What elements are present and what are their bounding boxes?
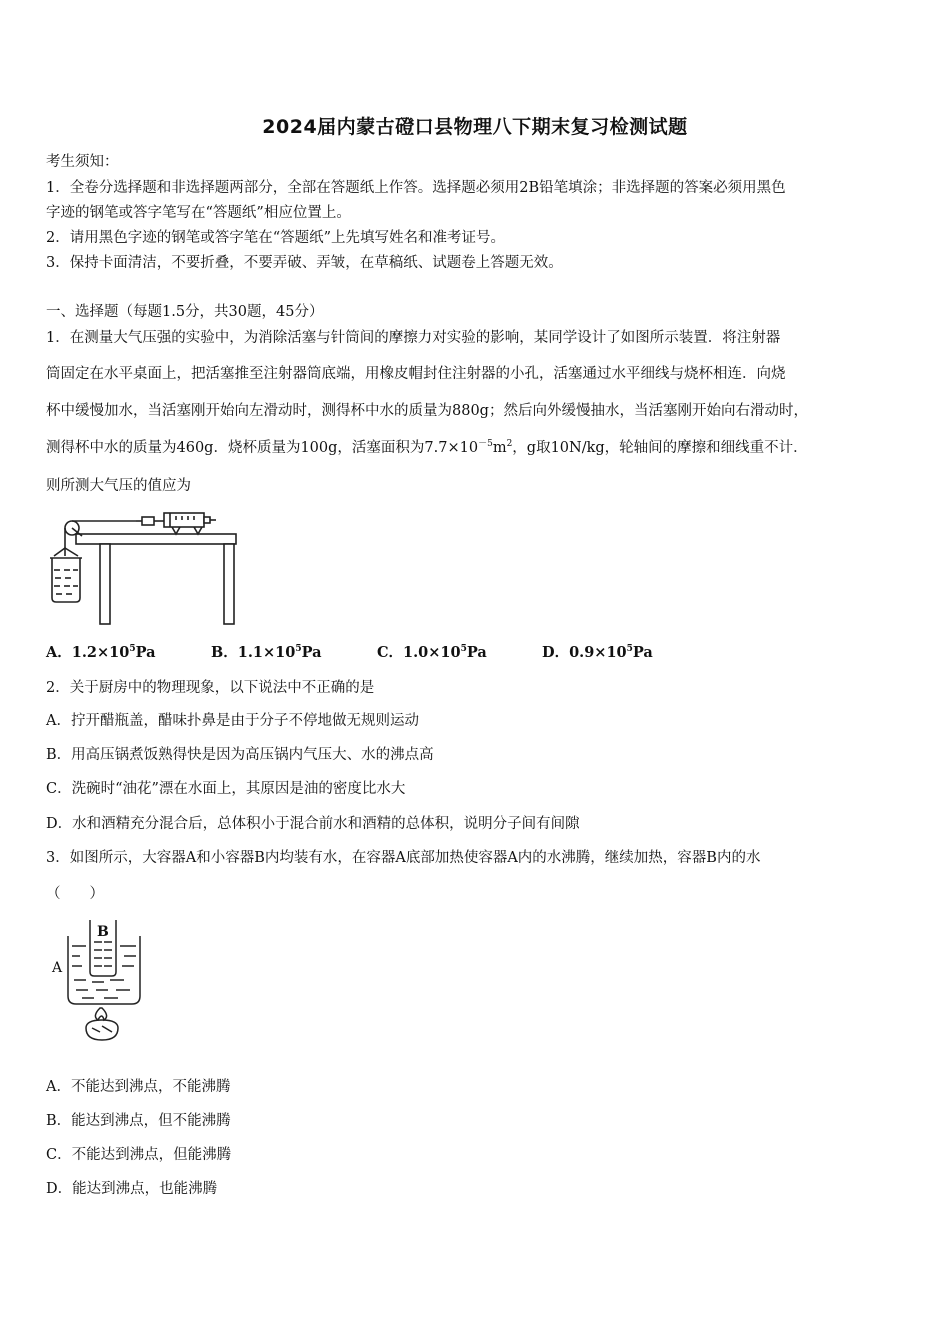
notice-item: 字迹的钢笔或答字笔写在“答题纸”相应位置上。 [46,205,351,221]
q3-option-c[interactable]: C．不能达到沸点，但能沸腾 [46,1147,232,1163]
page-title: 2024届内蒙古磴口县物理八下期末复习检测试题 [262,116,688,138]
q1-option-c[interactable]: C．$1.0\times 10^5Pa$ [377,644,487,661]
section-heading: 一、选择题（每题1.5分，共30题，45分） [46,304,324,320]
q1-option-a[interactable]: A．$1.2\times 10^5Pa$ [46,644,156,661]
q3-label-b: B [97,924,109,940]
q1-line4-exp2: 2 [506,439,513,450]
q3-option-a[interactable]: A．不能达到沸点，不能沸腾 [46,1079,231,1095]
q3-paren: （ ） [46,886,104,902]
q3-option-d[interactable]: D．能达到沸点，也能沸腾 [46,1181,218,1197]
q1-line4-pre: 测得杯中水的质量为460g．烧杯质量为100g，活塞面积为7.7×10 [46,440,479,456]
q1-line4-post: ，g取10N/kg，轮轴间的摩擦和细线重不计． [512,440,808,456]
q1-options [46,643,696,663]
q1-stem-line: 杯中缓慢加水，当活塞刚开始向左滑动时，测得杯中水的质量为880g；然后向外缓慢抽水，当活塞刚开始向右滑动时， [46,403,808,419]
notice-item: 3．保持卡面清洁，不要折叠，不要弄破、弄皱，在草稿纸、试题卷上答题无效。 [46,255,563,271]
q3-label-a: A [52,960,63,976]
q1-line4-mid: m [492,440,507,456]
q2-stem: 2．关于厨房中的物理现象，以下说法中不正确的是 [46,680,375,696]
q2-option-c[interactable]: C．洗碗时“油花”漂在水面上，其原因是油的密度比水大 [46,781,406,797]
q1-option-b[interactable]: B．$1.1\times 10^5Pa$ [211,644,322,661]
q1-figure-syringe-apparatus [46,508,246,628]
q1-line4-exp: －5 [478,439,493,450]
q1-option-d[interactable]: D．$0.9\times 10^5Pa$ [542,644,653,661]
notice-item: 2．请用黑色字迹的钢笔或答字笔在“答题纸”上先填写姓名和准考证号。 [46,230,506,246]
notice-heading: 考生须知： [46,154,119,170]
q1-stem-line-4 [46,438,916,458]
q3-option-b[interactable]: B．能达到沸点，但不能沸腾 [46,1113,231,1129]
q2-option-d[interactable]: D．水和酒精充分混合后，总体积小于混合前水和酒精的总体积，说明分子间有间隙 [46,816,580,832]
q2-option-b[interactable]: B．用高压锅煮饭熟得快是因为高压锅内气压大、水的沸点高 [46,747,434,763]
q1-stem-line: 1．在测量大气压强的实验中，为消除活塞与针筒间的摩擦力对实验的影响，某同学设计了如图所示装置．将注射器 [46,330,781,346]
q2-option-a[interactable]: A．拧开醋瓶盖，醋味扑鼻是由于分子不停地做无规则运动 [46,713,419,729]
q1-stem-line: 则所测大气压的值应为 [46,478,191,494]
notice-item: 1．全卷分选择题和非选择题两部分，全部在答题纸上作答。选择题必须用2B铅笔填涂；非选择题的答案必须用黑色 [46,180,786,196]
q3-stem: 3．如图所示，大容器A和小容器B内均装有水，在容器A底部加热使容器A内的水沸腾，继续加热，容器B内的水 [46,850,761,866]
q1-stem-line: 筒固定在水平桌面上，把活塞推至注射器筒底端，用橡皮帽封住注射器的小孔，活塞通过水平细线与烧杯相连．向烧 [46,366,786,382]
